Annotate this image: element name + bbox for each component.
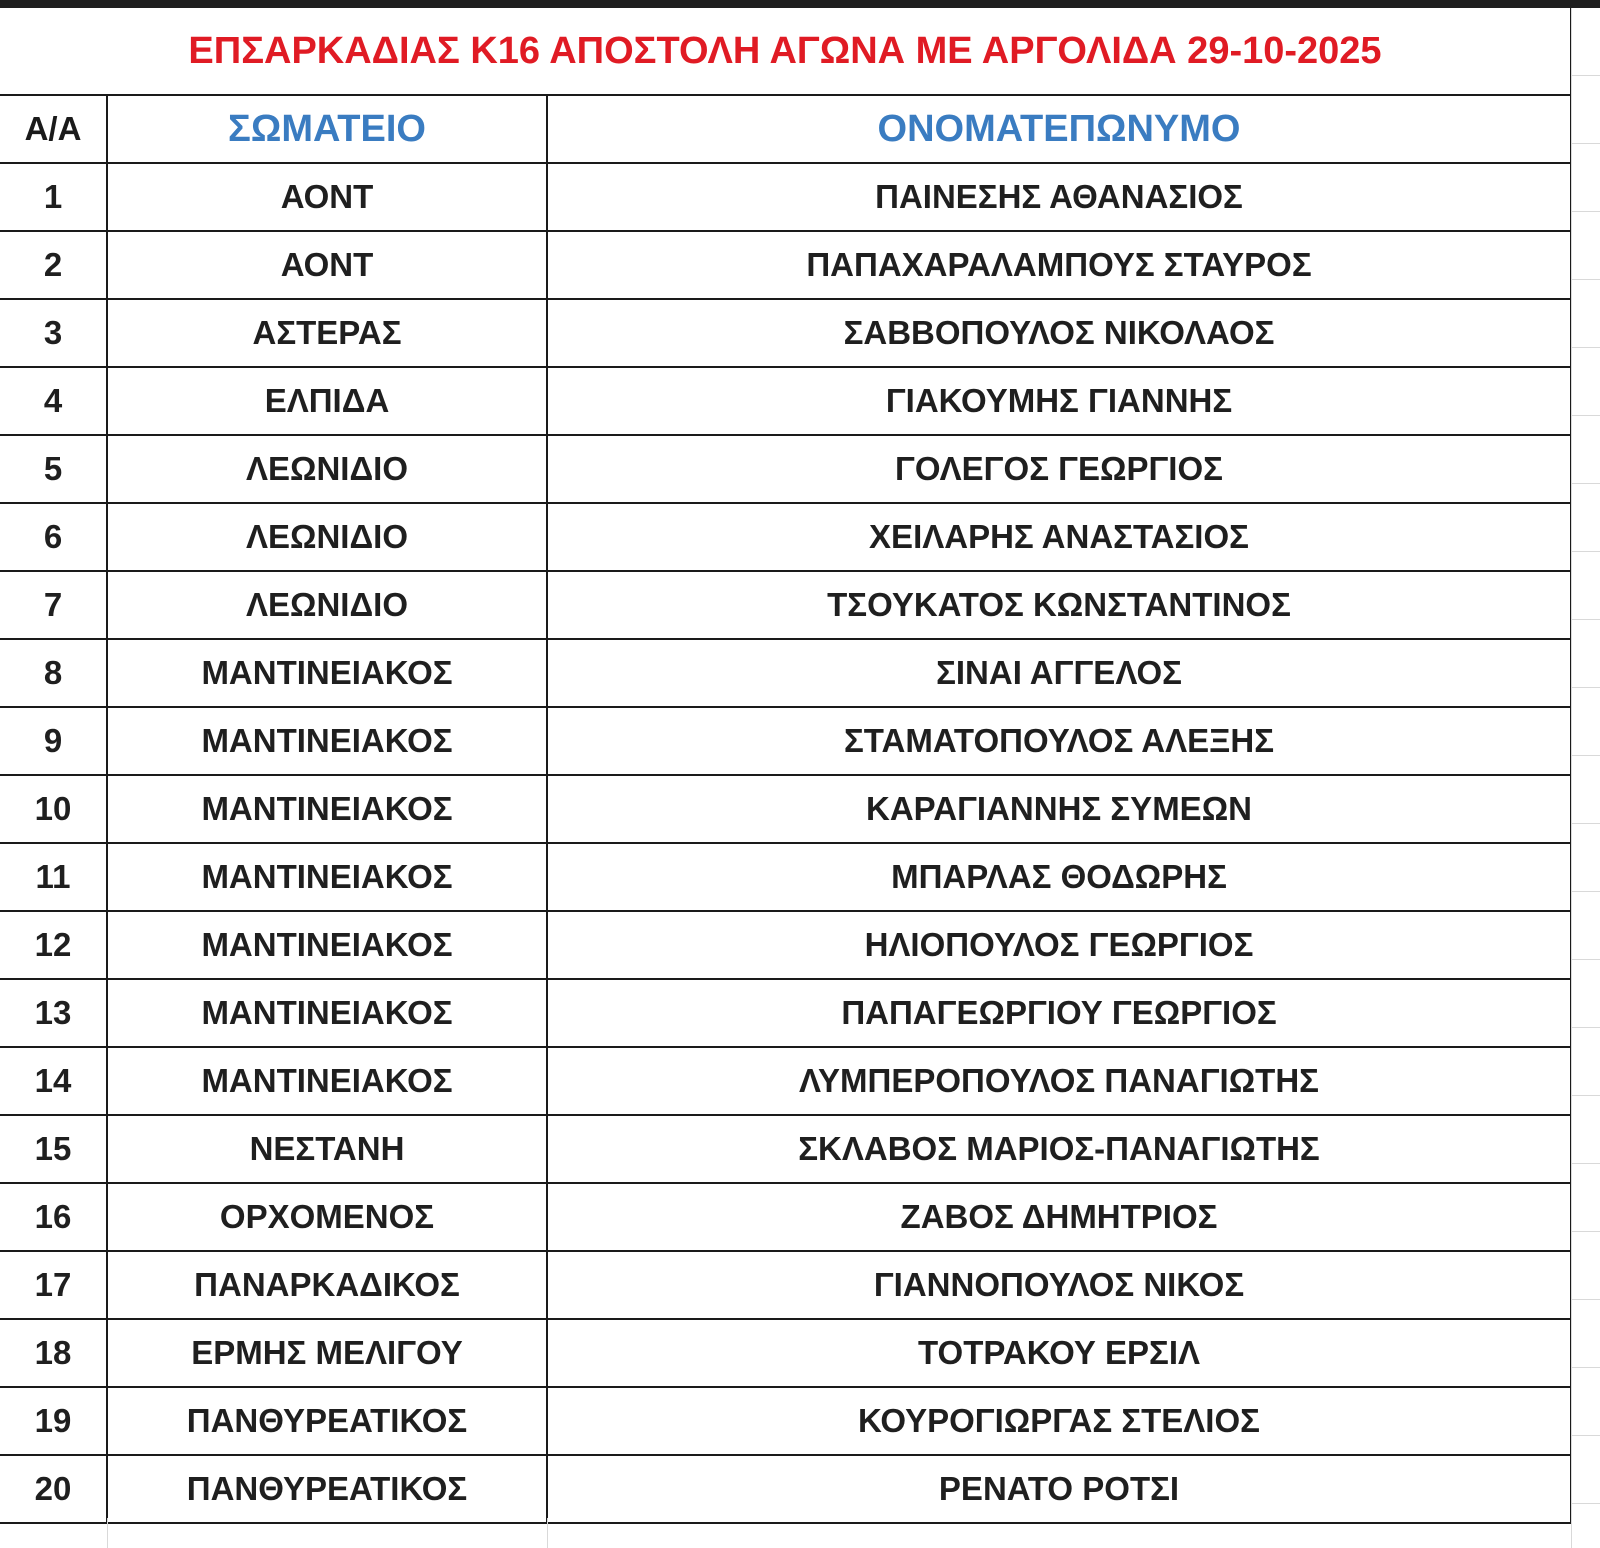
- header-row: [0, 95, 1571, 163]
- cell-aa[interactable]: 13: [0, 979, 107, 1047]
- cell-club[interactable]: ΜΑΝΤΙΝΕΙΑΚΟΣ: [107, 911, 547, 979]
- cell-aa[interactable]: 17: [0, 1251, 107, 1319]
- cell-name[interactable]: ΛΥΜΠΕΡΟΠΟΥΛΟΣ ΠΑΝΑΓΙΩΤΗΣ: [547, 1047, 1571, 1115]
- roster-table: [0, 8, 1572, 1524]
- cell-name[interactable]: ΖΑΒΟΣ ΔΗΜΗΤΡΙΟΣ: [547, 1183, 1571, 1251]
- cell-club[interactable]: ΑΣΤΕΡΑΣ: [107, 299, 547, 367]
- table-row: [0, 571, 1571, 639]
- cell-club[interactable]: ΜΑΝΤΙΝΕΙΑΚΟΣ: [107, 979, 547, 1047]
- cell-aa[interactable]: 16: [0, 1183, 107, 1251]
- cell-aa[interactable]: 18: [0, 1319, 107, 1387]
- table-row: [0, 1319, 1571, 1387]
- cell-club[interactable]: ΠΑΝΘΥΡΕΑΤΙΚΟΣ: [107, 1387, 547, 1455]
- cell-name[interactable]: ΗΛΙΟΠΟΥΛΟΣ ΓΕΩΡΓΙΟΣ: [547, 911, 1571, 979]
- cell-aa[interactable]: 3: [0, 299, 107, 367]
- cell-club[interactable]: ΜΑΝΤΙΝΕΙΑΚΟΣ: [107, 1047, 547, 1115]
- cell-aa[interactable]: 8: [0, 639, 107, 707]
- cell-name[interactable]: ΣΤΑΜΑΤΟΠΟΥΛΟΣ ΑΛΕΞΗΣ: [547, 707, 1571, 775]
- cell-club[interactable]: ΕΡΜΗΣ ΜΕΛΙΓΟΥ: [107, 1319, 547, 1387]
- table-row: [0, 979, 1571, 1047]
- cell-name[interactable]: ΣΚΛΑΒΟΣ ΜΑΡΙΟΣ-ΠΑΝΑΓΙΩΤΗΣ: [547, 1115, 1571, 1183]
- empty-grid-right: [1571, 8, 1600, 1548]
- table-row: [0, 367, 1571, 435]
- cell-aa[interactable]: 4: [0, 367, 107, 435]
- table-row: [0, 503, 1571, 571]
- cell-aa[interactable]: 7: [0, 571, 107, 639]
- cell-aa[interactable]: 6: [0, 503, 107, 571]
- table-row: [0, 1047, 1571, 1115]
- table-row: [0, 843, 1571, 911]
- table-row: [0, 1387, 1571, 1455]
- table-row: [0, 911, 1571, 979]
- header-club[interactable]: ΣΩΜΑΤΕΙΟ: [107, 95, 547, 163]
- header-name[interactable]: ΟΝΟΜΑΤΕΠΩΝΥΜΟ: [547, 95, 1571, 163]
- cell-name[interactable]: ΡΕΝΑΤΟ ΡΟΤΣΙ: [547, 1455, 1571, 1523]
- cell-name[interactable]: ΓΟΛΕΓΟΣ ΓΕΩΡΓΙΟΣ: [547, 435, 1571, 503]
- cell-aa[interactable]: 2: [0, 231, 107, 299]
- cell-aa[interactable]: 11: [0, 843, 107, 911]
- empty-grid-bottom: [0, 1518, 1571, 1548]
- cell-name[interactable]: ΚΟΥΡΟΓΙΩΡΓΑΣ ΣΤΕΛΙΟΣ: [547, 1387, 1571, 1455]
- cell-club[interactable]: ΛΕΩΝΙΔΙΟ: [107, 435, 547, 503]
- table-row: [0, 435, 1571, 503]
- cell-name[interactable]: ΜΠΑΡΛΑΣ ΘΟΔΩΡΗΣ: [547, 843, 1571, 911]
- cell-name[interactable]: ΣΑΒΒΟΠΟΥΛΟΣ ΝΙΚΟΛΑΟΣ: [547, 299, 1571, 367]
- table-row: [0, 1183, 1571, 1251]
- cell-club[interactable]: ΜΑΝΤΙΝΕΙΑΚΟΣ: [107, 707, 547, 775]
- table-row: [0, 299, 1571, 367]
- top-border-bar: [0, 0, 1600, 8]
- cell-club[interactable]: ΜΑΝΤΙΝΕΙΑΚΟΣ: [107, 639, 547, 707]
- cell-club[interactable]: ΝΕΣΤΑΝΗ: [107, 1115, 547, 1183]
- cell-name[interactable]: ΠΑΠΑΓΕΩΡΓΙΟΥ ΓΕΩΡΓΙΟΣ: [547, 979, 1571, 1047]
- table-row: [0, 775, 1571, 843]
- cell-name[interactable]: ΠΑΠΑΧΑΡΑΛΑΜΠΟΥΣ ΣΤΑΥΡΟΣ: [547, 231, 1571, 299]
- cell-name[interactable]: ΤΟΤΡΑΚΟΥ ΕΡΣΙΛ: [547, 1319, 1571, 1387]
- cell-name[interactable]: ΓΙΑΚΟΥΜΗΣ ΓΙΑΝΝΗΣ: [547, 367, 1571, 435]
- cell-club[interactable]: ΛΕΩΝΙΔΙΟ: [107, 571, 547, 639]
- table-row: [0, 1115, 1571, 1183]
- cell-name[interactable]: ΣΙΝΑΙ ΑΓΓΕΛΟΣ: [547, 639, 1571, 707]
- cell-club[interactable]: ΜΑΝΤΙΝΕΙΑΚΟΣ: [107, 775, 547, 843]
- cell-aa[interactable]: 5: [0, 435, 107, 503]
- cell-club[interactable]: ΠΑΝΘΥΡΕΑΤΙΚΟΣ: [107, 1455, 547, 1523]
- cell-aa[interactable]: 19: [0, 1387, 107, 1455]
- cell-name[interactable]: ΧΕΙΛΑΡΗΣ ΑΝΑΣΤΑΣΙΟΣ: [547, 503, 1571, 571]
- table-row: [0, 1251, 1571, 1319]
- cell-club[interactable]: ΠΑΝΑΡΚΑΔΙΚΟΣ: [107, 1251, 547, 1319]
- cell-aa[interactable]: 12: [0, 911, 107, 979]
- table-row: [0, 163, 1571, 231]
- cell-club[interactable]: ΑΟΝΤ: [107, 163, 547, 231]
- title-row: [0, 8, 1571, 95]
- table-row: [0, 707, 1571, 775]
- cell-aa[interactable]: 10: [0, 775, 107, 843]
- cell-aa[interactable]: 14: [0, 1047, 107, 1115]
- sheet-title[interactable]: ΕΠΣΑΡΚΑΔΙΑΣ Κ16 ΑΠΟΣΤΟΛΗ ΑΓΩΝΑ ΜΕ ΑΡΓΟΛΙΔΑ 29-10-2025: [0, 8, 1571, 95]
- cell-name[interactable]: ΚΑΡΑΓΙΑΝΝΗΣ ΣΥΜΕΩΝ: [547, 775, 1571, 843]
- table-row: [0, 639, 1571, 707]
- cell-aa[interactable]: 20: [0, 1455, 107, 1523]
- cell-name[interactable]: ΠΑΙΝΕΣΗΣ ΑΘΑΝΑΣΙΟΣ: [547, 163, 1571, 231]
- table-row: [0, 1455, 1571, 1523]
- cell-name[interactable]: ΓΙΑΝΝΟΠΟΥΛΟΣ ΝΙΚΟΣ: [547, 1251, 1571, 1319]
- table-row: [0, 231, 1571, 299]
- cell-aa[interactable]: 1: [0, 163, 107, 231]
- cell-aa[interactable]: 9: [0, 707, 107, 775]
- cell-club[interactable]: ΜΑΝΤΙΝΕΙΑΚΟΣ: [107, 843, 547, 911]
- cell-club[interactable]: ΟΡΧΟΜΕΝΟΣ: [107, 1183, 547, 1251]
- cell-aa[interactable]: 15: [0, 1115, 107, 1183]
- cell-club[interactable]: ΛΕΩΝΙΔΙΟ: [107, 503, 547, 571]
- cell-club[interactable]: ΑΟΝΤ: [107, 231, 547, 299]
- cell-name[interactable]: ΤΣΟΥΚΑΤΟΣ ΚΩΝΣΤΑΝΤΙΝΟΣ: [547, 571, 1571, 639]
- header-aa[interactable]: Α/Α: [0, 95, 107, 163]
- cell-club[interactable]: ΕΛΠΙΔΑ: [107, 367, 547, 435]
